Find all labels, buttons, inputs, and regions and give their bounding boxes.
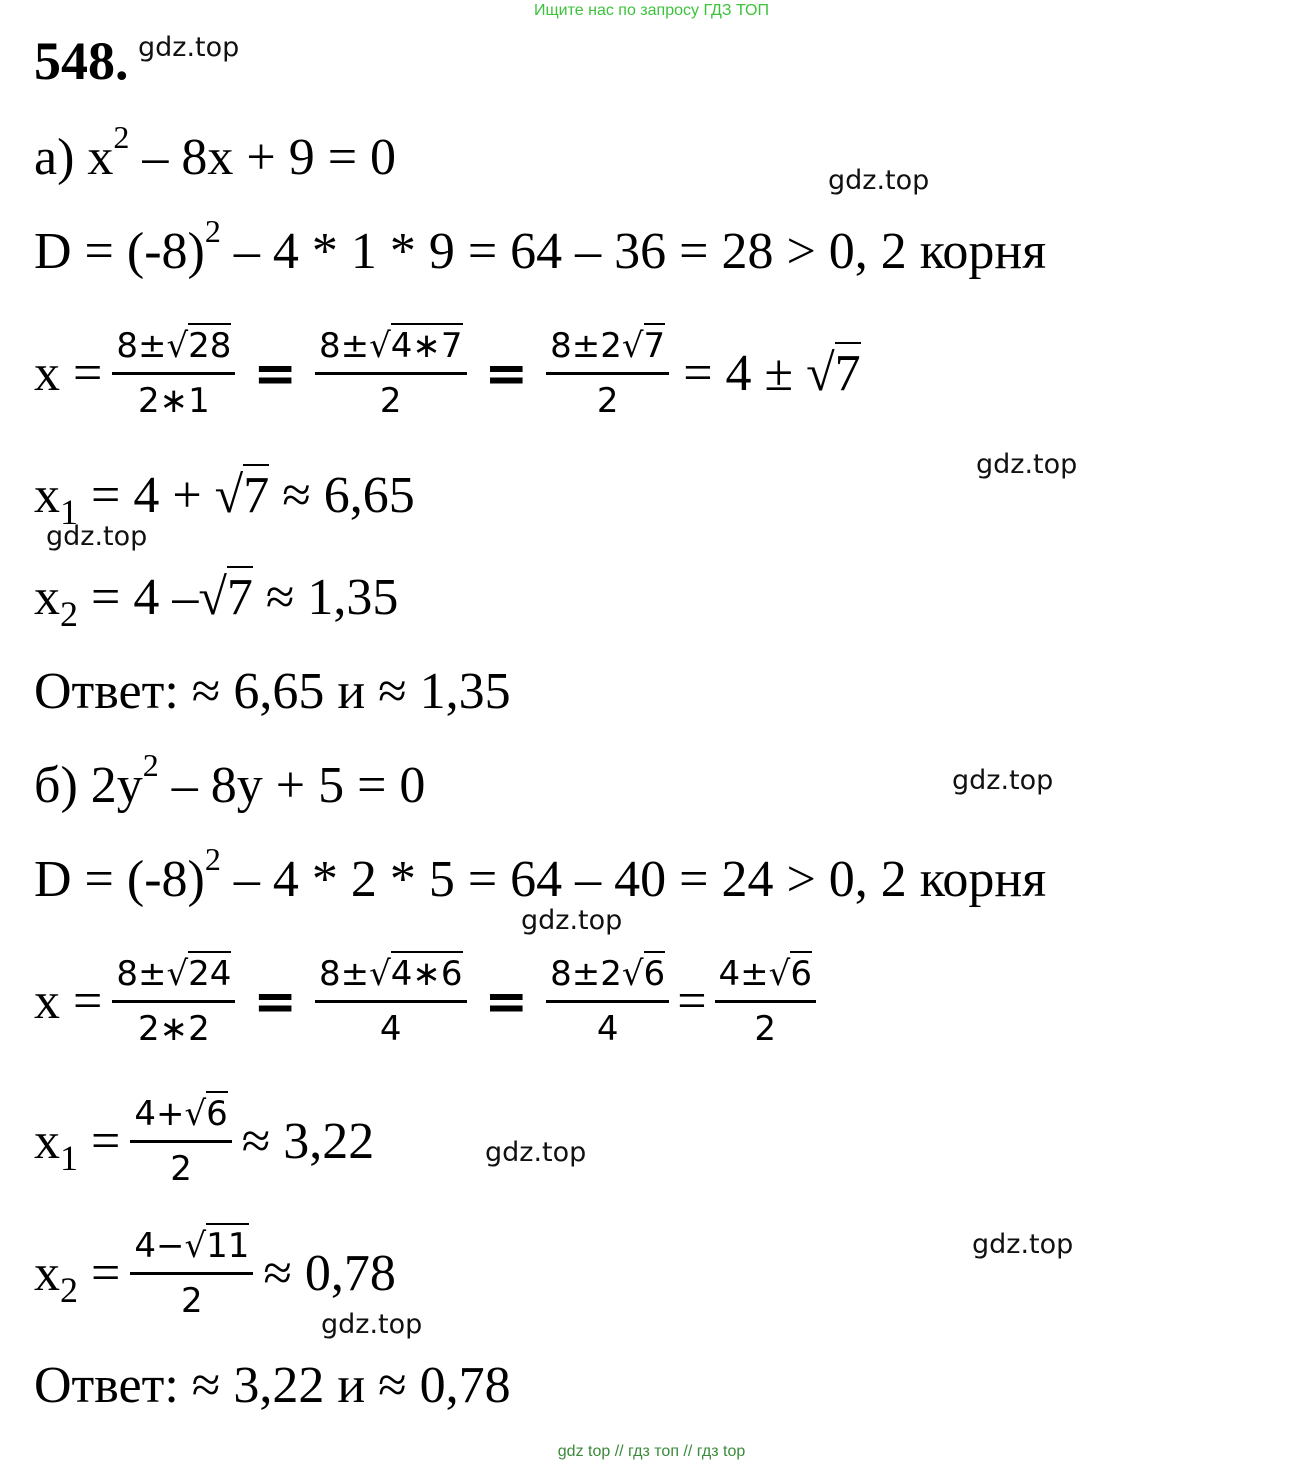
- equation-b: б) $2y^2 - 8y + 5 = 0$: [34, 747, 426, 814]
- roots-formula-b: x = $\frac{8\pm√24}{2∗2}$ = $\frac{8\pm√4∗6}{4}$ = $\frac{8\pm 2√6}{4}$ = $\frac{4\pm√6}{2}$: [34, 954, 820, 1049]
- footer-links[interactable]: gdz top // гдз топ // гдз top: [557, 1443, 746, 1460]
- fraction: $\frac{8\pm 2√6}{4}$: [546, 954, 669, 1049]
- watermark: gdz.top: [828, 165, 930, 196]
- fraction: $\frac{8\pm√4∗6}{4}$: [315, 954, 467, 1049]
- answer-b: Ответ: ≈ 3,22 и ≈ 0,78: [34, 1357, 511, 1414]
- root-x2-b: $x_2$ = $\frac{4-√11}{2}$ ≈ 0,78: [34, 1226, 396, 1321]
- root-x2-a: $x_2 = 4$ –√7 ≈ 1,35: [34, 568, 398, 632]
- watermark: gdz.top: [952, 765, 1054, 796]
- fraction: $\frac{8\pm√28}{2∗1}$: [112, 326, 235, 421]
- watermark: gdz.top: [972, 1229, 1074, 1260]
- root-x1-a: $x_1 = 4 + √7 \approx 6,65$: [34, 466, 415, 530]
- fraction: $\frac{8\pm 2√7}{2}$: [546, 326, 669, 421]
- fraction: $\frac{8\pm√4∗7}{2}$: [315, 326, 467, 421]
- discriminant-a: $D = (-8)^2 - 4 * 1 * 9 = 64 - 36 = 28 > 0$, 2 корня: [34, 213, 1047, 280]
- watermark: gdz.top: [521, 905, 623, 936]
- problem-number: 548.: [34, 31, 129, 91]
- watermark: gdz.top: [485, 1137, 587, 1168]
- fraction: $\frac{4-√11}{2}$: [130, 1226, 253, 1321]
- fraction: $\frac{4\pm√6}{2}$: [715, 954, 816, 1049]
- equation-a: а) $x^2 - 8x + 9 = 0$: [34, 119, 397, 186]
- search-banner[interactable]: Ищите нас по запросу ГДЗ ТОП: [534, 2, 769, 19]
- watermark: gdz.top: [138, 32, 240, 63]
- fraction: $\frac{4+√6}{2}$: [130, 1094, 231, 1189]
- fraction: $\frac{8\pm√24}{2∗2}$: [112, 954, 235, 1049]
- answer-a: Ответ: ≈ 6,65 и ≈ 1,35: [34, 663, 511, 720]
- watermark: gdz.top: [46, 521, 148, 552]
- watermark: gdz.top: [321, 1309, 423, 1340]
- watermark: gdz.top: [976, 449, 1078, 480]
- roots-formula-a: x = $\frac{8\pm√28}{2∗1}$ = $\frac{8\pm√4∗7}{2}$ = $\frac{8\pm 2√7}{2}$ = 4 ± √7: [34, 326, 861, 421]
- discriminant-b: $D = (-8)^2 - 4 * 2 * 5 = 64 - 40 = 24 > 0$, 2 корня: [34, 841, 1047, 908]
- root-x1-b: $x_1$ = $\frac{4+√6}{2}$ ≈ 3,22: [34, 1094, 374, 1189]
